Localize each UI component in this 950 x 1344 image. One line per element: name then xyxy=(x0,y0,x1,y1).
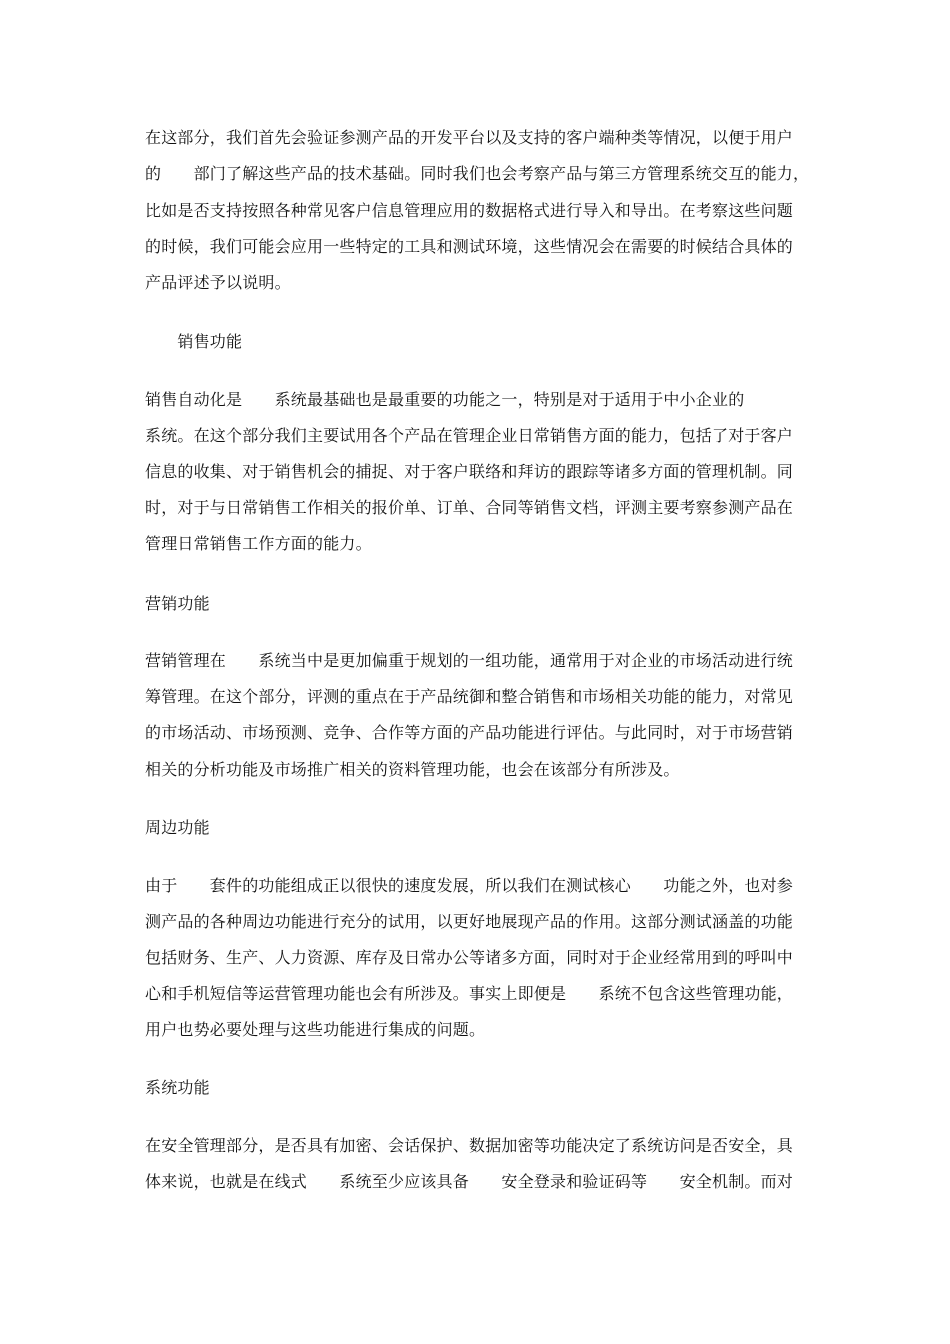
paragraph-3-line-2: 筹管理。在这个部分，评测的重点在于产品统御和整合销售和市场相关功能的能力，对常见 xyxy=(145,687,794,706)
paragraph-1-line-5: 产品评述予以说明。 xyxy=(145,273,291,292)
paragraph-4-line-2: 测产品的各种周边功能进行充分的试用，以更好地展现产品的作用。这部分测试涵盖的功能 xyxy=(145,912,794,931)
paragraph-4-line-4: 心和手机短信等运营管理功能也会有所涉及。事实上即便是 系统不包含这些管理功能， xyxy=(145,984,794,1003)
paragraph-2-line-4: 时，对于与日常销售工作相关的报价单、订单、合同等销售文档，评测主要考察参测产品在 xyxy=(145,498,794,517)
paragraph-4-line-1: 由于 套件的功能组成正以很快的速度发展，所以我们在测试核心 功能之外，也对参 xyxy=(145,876,794,895)
paragraph-1-line-2: 的 部门了解这些产品的技术基础。同时我们也会考察产品与第三方管理系统交互的能力， xyxy=(145,164,810,183)
paragraph-4-line-3: 包括财务、生产、人力资源、库存及日常办公等诸多方面，同时对于企业经常用到的呼叫中 xyxy=(145,948,794,967)
paragraph-2-line-5: 管理日常销售工作方面的能力。 xyxy=(145,534,372,553)
paragraph-3-line-3: 的市场活动、市场预测、竞争、合作等方面的产品功能进行评估。与此同时，对于市场营销 xyxy=(145,723,794,742)
paragraph-2-line-2: 系统。在这个部分我们主要试用各个产品在管理企业日常销售方面的能力，包括了对于客户 xyxy=(145,426,794,445)
paragraph-5-line-2: 体来说，也就是在线式 系统至少应该具备 安全登录和验证码等 安全机制。而对 xyxy=(145,1172,794,1191)
section-heading-peripheral: 周边功能 xyxy=(145,818,210,837)
paragraph-3-line-1: 营销管理在 系统当中是更加偏重于规划的一组功能，通常用于对企业的市场活动进行统 xyxy=(145,651,794,670)
paragraph-3-line-4: 相关的分析功能及市场推广相关的资料管理功能，也会在该部分有所涉及。 xyxy=(145,760,680,779)
paragraph-1-line-4: 的时候，我们可能会应用一些特定的工具和测试环境，这些情况会在需要的时候结合具体的 xyxy=(145,237,794,256)
paragraph-1-line-3: 比如是否支持按照各种常见客户信息管理应用的数据格式进行导入和导出。在考察这些问题 xyxy=(145,201,794,220)
section-heading-system: 系统功能 xyxy=(145,1078,210,1097)
paragraph-1-line-1: 在这部分，我们首先会验证参测产品的开发平台以及支持的客户端种类等情况，以便于用户 xyxy=(145,128,794,147)
section-heading-sales: 销售功能 xyxy=(145,332,243,351)
paragraph-2-line-1: 销售自动化是 系统最基础也是最重要的功能之一，特别是对于适用于中小企业的 xyxy=(145,390,745,409)
section-heading-marketing: 营销功能 xyxy=(145,594,210,613)
paragraph-2-line-3: 信息的收集、对于销售机会的捕捉、对于客户联络和拜访的跟踪等诸多方面的管理机制。同 xyxy=(145,462,794,481)
paragraph-4-line-5: 用户也势必要处理与这些功能进行集成的问题。 xyxy=(145,1020,486,1039)
paragraph-5-line-1: 在安全管理部分，是否具有加密、会话保护、数据加密等功能决定了系统访问是否安全，具 xyxy=(145,1136,794,1155)
